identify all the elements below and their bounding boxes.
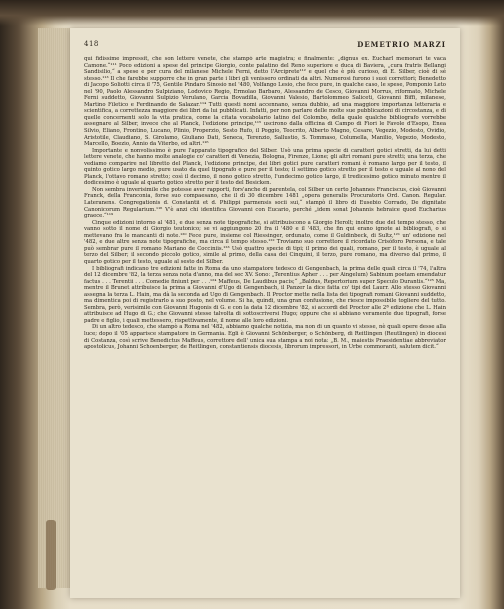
- page-number: 418: [84, 40, 99, 48]
- running-head: [84, 40, 446, 52]
- page-stack-edge: [38, 28, 70, 588]
- book-page: [70, 28, 460, 598]
- scan-top-shadow: [0, 0, 504, 26]
- bookmark-ribbon: [46, 520, 56, 590]
- paragraph-1: qui fidissime impressit, che son lettere venete, che stampò arte magistra; e finalmente: „dignus ex. Eucharl memorari te vaca Camone.“¹¹¹ Poco edizioni a spese del principe Giorgio, conte palatino del Reno superiore e duca di Baviera, „cura fratris Bellangi Sandisilio,“ a spese e per cura del milanese Michele Ferni, detto l'Arciprete¹¹² e quel che è più curioso, di E. Silber, cioè di sé stesso.¹¹³ Il che farebbe supporre che in gran parte i libri gli venissero ordinati da altri. Numerosi furono i suoi correttori; Benedetto di Jacopo Soliotti circa il '75, Gentile Pindaro Sinosio nel '480, Volfango Lesio, che fece pure, in qualche caso, le spese, Pomponio Leto nel '90, Paolo Alessandro Sulpiziano, Lodovico Regio, Ermolao Barbaro, Alessandro de Cesco, Giovanni Morrus, riformato, Michele Ferni suddetto, Giovanni Sulpizio Verulano, Garcia Bovadilla, Giovanni Valesio, Bartolommeo Saliceti, Giovanni Biffi, milanese, Martino Filetico e Ferdinando de Salazar.¹¹⁴ Tutti questi nomi accennano, senza dubbio, ad una maggiore importanza letteraria e scientifica, a correttezza maggiore dei libri da lui pubblicati. Infatti, per non parlare delle molte sue pubblicazioni di circostanza, e di quelle concernenti solo la vita pratica, come la citata vocabolario latino del Colombo, della quale qualche bibliografo vorrebbe assegnare al Silber, invece che al Planck, l'edizione principe,¹¹⁵ uscirono dalla officina di Campo di Fiori le Favole d'Esopo, Enea Silvio, Eliano, Frontino, Lucano, Plinio, Properzio, Sesto Rufo, il Poggio, Teocrito, Alberto Magno, Cesare, Vegezio, Modesto, Ovidio, Aristotile, Claudiano, S. Girolamo, Giuliano Dati, Seneca, Terenzio, Sallustio, S. Tommaso, Columella, Manilio, Vegezio, Modesto, Marcello, Boezio, Annio da Viterbo, ed altri.¹¹⁶: [84, 56, 446, 148]
- paragraph-2: Importante e nonvolissimo è pure l'apparato tipografico del Silber. Usò una prima specie di caratteri gotici stretti, da lui detti lettere venete, che hanno molte analogie co' caratteri di Venezia, Bologna, Firenze, Lione; gli altri romani pure stretti; una terza, che vediamo comparire nel libretto del Planck, l'edizione principe, dei libri gotici pure caratteri romani è romano largo per il testo, il quinto gotico largo medio, pure usato da quel tipografo e pure per il testo; il settimo gotico stretto per il testo e uguale al nono del Planck, l'ottavo romano stretto; così il decimo, il nono gotico stretto, l'undecimo gotico largo, il tredicesimo gotico minuto mentre il dodicesimo è uguale al quarto gotico stretto per il testo del Besicken.: [84, 147, 446, 187]
- paragraph-6: Di un altro tedesco, che stampò a Roma nel '482, abbiamo qualche notizia, ma non di un quanto vi stesse, nè quali opere desse alla luce; dopo il '05 apparisce stampatore in Germania. Egli è Giovanni Schönberger, o Schönberg, di Reitlingen (Reutlingen) in diocesi di Costanza, così scrive Benedictus Maffeus, correttore dell' unica sua stampa a noi nota: „B. M., maiestis Praesidentiae abbreviator apostolicus, Johanni Schoenberger, de Reitlingen, constantiensis diocesis, librorum impressori, in Urbe commoranti, salutem dicit.“: [84, 324, 446, 351]
- paragraph-5: I bibliografi indicano tre edizioni fatte in Roma da uno stampatore tedesco di Gengenbach, la prima delle quali circa il '74, l'altra del 12 dicembre '82, la terza senza nota d'anno, ma del sec XV. Sono: „Terentius Apher . . . per Aingelum) Sabinum poetam emendatur factus . . . Terentii . . . Comedie finiunt per . . .¹²⁴ Maffeus, De Laudibus pacis;“ „Baldus, Repertorium super Speculo Durantis.“¹²⁵ Ma, mentre il Brunet attribuisce la prima a Giovanni d'Ugo di Gengenbach, il Panzer la dice fatta co' tipi del Laurr. Allo stesso Giovanni assegna la terza L. Hain, ma dà la seconda ad Ugo di Gengenbach. Il Proctor mette nella lista dei tipografi romani Giovanni suddetto, ma dimentica poi di registrarlo a suo posto, nel volume. Si ha, quindi, una gran confusione, che riesce impossibile togliere del tutto. Sembra, però, verisimile con Giovanni Hugonis di G. e con la data 12 dicembre '82, si accordi del Proctor alle 2ª edizione che L. Hain attribuisce ad Hugo di G.; che Giovanni stesse talvolta di sottoscriversi Hugo; oppure che si abbiano veramente due tipografi, forse padre e figlio, i quali mettessero, rispettivamente, il nome alle loro edizioni.: [84, 265, 446, 324]
- paragraph-4: Cinque edizioni intorno al '481, e due senza note tipografiche, si attribuiscono a Giorgio Herolt; inoltre due del tempo stesso, che vanno sotto il nome di Giorgio teutonico; se vi aggiungono 20 fra il '480 e il '483, che fin qui erano ignote ai bibliografi, o si mettevano fra le mancanti di note.¹²⁰ Fece pure, insieme col Riessinger, ordunato, come il Guldinbeck, di Sultz,¹²¹ un' edizione nel '482, e due altre senza note tipografiche, ma circa il tempo stesso.¹²² Troviamo suo correttore il ricordato Crisóforo Persona, e tale può sembrar pure il romano Mariano de Cocciniis.¹²³ Usò quattro specie di tipi; il primo dei quali, romano, per il testo, è uguale al terzo del Silber; il secondo piccolo gotico, simile al primo, della casa dei Cinquini, il terzo, pure romano, ma diverso dal primo, il quarto gotico per il testo, uguale al sesto del Silber.: [84, 219, 446, 265]
- body-text: [84, 56, 446, 576]
- running-title: DEMETRIO MARZI: [357, 40, 446, 49]
- paragraph-3: Non sembra inverisimile che potesse aver rapporti, fors'anche di parentela, col Silber un certo Johannes Franciscus, cioè Giovanni Franck, della Franconia, forse suo compaesano, che il dì 30 dicembre 1481 „opera generalis Procuratoris Ord. Canon. Regular. Lateranens. Congregationis d. Constantii et d. Philippi parmensis socii sui,“ stampò il libro di Eusebio Corrado, De dignitate Canonicorum Regularium.¹¹⁶ V'è anzi chi identifica Giovanni con Eucario, perché „idem sonat Johannis hebraice quod Eucharius graece.“¹¹⁹: [84, 186, 446, 220]
